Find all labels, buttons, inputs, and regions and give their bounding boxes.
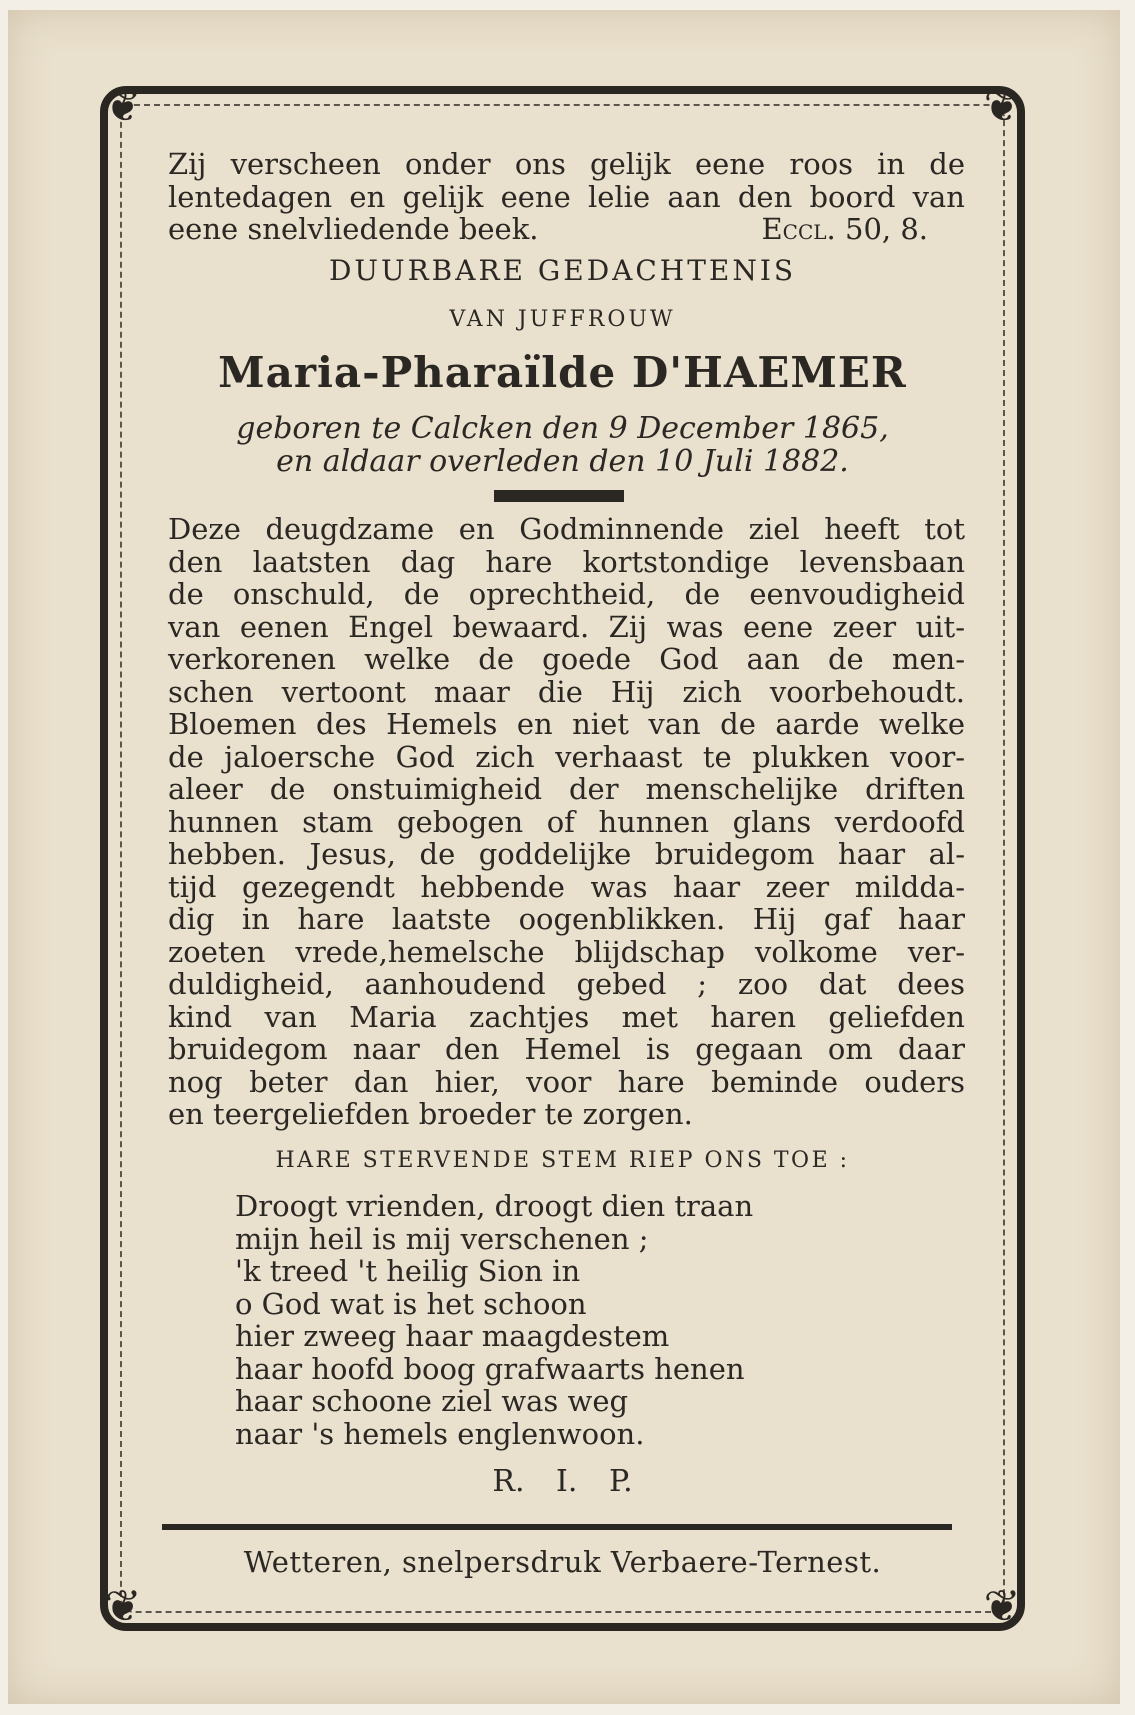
deceased-name: Maria-Pharaïlde D'HAEMER [218, 348, 907, 397]
rip-text: R. I. P. [492, 1464, 633, 1499]
bottom-rule [162, 1524, 952, 1530]
poem-line: haar schoone ziel was weg [235, 1384, 629, 1418]
scroll-ornament-icon: ❦ [104, 1581, 142, 1632]
life-dates [140, 412, 985, 477]
epigraph-last-row [168, 213, 928, 245]
eulogy-line: kind van Maria zachtjes met haren geliefden [168, 999, 965, 1034]
epigraph-line: Zij verscheen onder ons gelijk eene roos in de [168, 147, 965, 181]
eulogy-line: bruidegom naar den Hemel is gegaan om daar [168, 1032, 965, 1066]
poem-line: mijn heil is mij verschenen ; [235, 1221, 649, 1256]
eulogy-line: hunnen stam gebogen of hunnen glans verdoofd [168, 804, 965, 839]
poem-line: naar 's hemels englenwoon. [235, 1416, 645, 1451]
poem-line: hier zweeg haar maagdestem [235, 1319, 670, 1353]
poem-line: Droogt vrienden, droogt dien traan [235, 1189, 754, 1223]
eulogy-text [168, 513, 965, 1131]
eulogy-line: schen vertoont maar die Hij zich voorbehoudt. [168, 674, 965, 709]
birth-line: geboren te Calcken den 9 December 1865, [236, 411, 889, 446]
death-line: en aldaar overleden den 10 Juli 1882. [276, 443, 849, 479]
divider-bar [494, 490, 624, 502]
eulogy-line: zoeten vrede,hemelsche blijdschap volkome ver- [168, 934, 965, 969]
last-words-heading: HARE STERVENDE STEM RIEP ONS TOE : [275, 1148, 850, 1173]
epigraph-line: eene snelvliedende beek. [168, 212, 539, 246]
scroll-ornament-icon: ❦ [983, 1581, 1021, 1632]
poem-line: o God wat is het schoon [235, 1286, 587, 1321]
poem-line: haar hoofd boog grafwaarts henen [235, 1351, 745, 1386]
title: DUURBARE GEDACHTENIS [328, 254, 797, 287]
poem-line: 'k treed 't heilig Sion in [235, 1254, 581, 1288]
eulogy-line: duldigheid, aanhoudend gebed ; zoo dat dees [168, 967, 965, 1001]
eulogy-line: verkorenen welke de goede God aan de men- [168, 642, 965, 676]
eulogy-line: de jaloersche God zich verhaast te plukken voor- [168, 739, 965, 774]
eulogy-line: dig in hare laatste oogenblikken. Hij gaf haar [168, 902, 965, 936]
eulogy-line: de onschuld, de oprechtheid, de eenvoudigheid [168, 577, 965, 611]
epigraph-line: lentedagen en gelijk eene lelie aan den boord van [168, 179, 965, 214]
scroll-ornament-icon: ❦ [983, 81, 1021, 132]
epigraph [168, 148, 965, 245]
scroll-ornament-icon: ❦ [104, 81, 142, 132]
bible-reference: Eccl. 50, 8. [761, 212, 928, 246]
eulogy-line: Deze deugdzame en Godminnende ziel heeft tot [168, 512, 965, 546]
poem [235, 1190, 753, 1450]
eulogy-line: tijd gezegendt hebbende was haar zeer mildda- [168, 869, 965, 904]
subtitle: VAN JUFFROUW [449, 307, 676, 332]
eulogy-line: van eenen Engel bewaard. Zij was eene zeer uit- [168, 609, 965, 644]
eulogy-line: aleer de onstuimigheid der menschelijke driften [168, 772, 965, 806]
eulogy-line: Bloemen des Hemels en niet van de aarde welke [168, 707, 965, 741]
eulogy-last-line: en teergeliefden broeder te zorgen. [168, 1097, 693, 1131]
eulogy-line: nog beter dan hier, voor hare beminde ouders [168, 1064, 965, 1099]
printer-imprint: Wetteren, snelpersdruk Verbaere-Ternest. [243, 1545, 882, 1579]
eulogy-line: den laatsten dag hare kortstondige levensbaan [168, 544, 965, 579]
eulogy-line: hebben. Jesus, de goddelijke bruidegom haar al- [168, 837, 965, 871]
